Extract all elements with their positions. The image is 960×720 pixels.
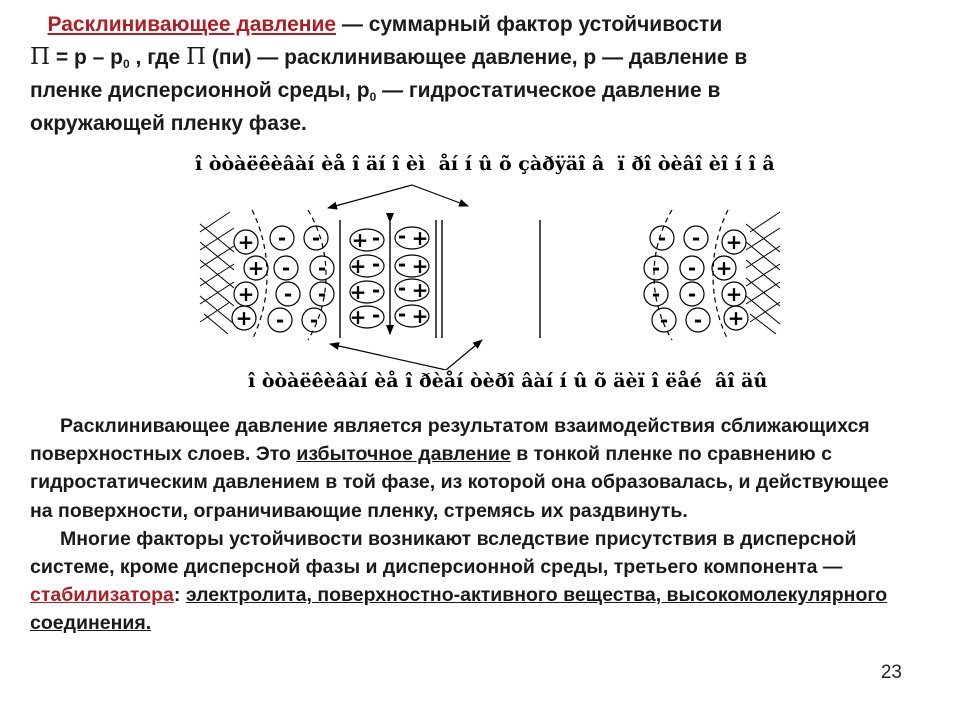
svg-text:+: + (351, 228, 369, 252)
link-excess-pressure[interactable]: избыточное давление (296, 443, 511, 466)
disjoining-pressure-diagram (190, 180, 790, 370)
minus-sign: - (659, 308, 669, 332)
term-disjoining-pressure[interactable]: Расклинивающее давление (47, 13, 337, 36)
charge-signs (236, 224, 745, 332)
film-boundaries (340, 220, 540, 338)
pi-symbol: Π (30, 44, 51, 70)
diagram-bottom-label: î òòàëêèâàí èå î ðèåí òèðî âàí í û õ äèï î ëåé âî äû (248, 370, 768, 392)
plus-sign: + (727, 306, 745, 330)
minus-sign: - (275, 308, 285, 332)
minus-sign: - (309, 308, 319, 332)
minus-sign: - (317, 256, 327, 280)
svg-text:-: - (397, 302, 407, 326)
diagram-top-label: î òòàëêèâàí èå î äí î èì åí í û õ çàðÿäî â ï ðî òèâî èî í î â (195, 153, 775, 175)
svg-text:+: + (411, 226, 429, 250)
svg-text:+: + (411, 304, 429, 328)
svg-text:-: - (371, 303, 381, 327)
svg-text:+: + (349, 254, 367, 278)
plus-sign: + (237, 230, 255, 254)
minus-sign: - (651, 256, 661, 280)
minus-sign: - (693, 308, 703, 332)
svg-text:+: + (349, 280, 367, 304)
plus-sign: + (247, 256, 265, 280)
svg-text:-: - (397, 276, 407, 300)
svg-text:-: - (397, 252, 407, 276)
intro-line-3: пленке дисперсионной среды, $р_0$ — гидростатическое давление в (30, 79, 721, 104)
svg-text:+: + (411, 278, 429, 302)
minus-sign: - (277, 226, 287, 250)
svg-text:-: - (371, 278, 381, 302)
svg-text:+: + (349, 305, 367, 329)
minus-sign: - (691, 226, 701, 250)
plus-sign: + (235, 306, 253, 330)
svg-text:+: + (411, 254, 429, 278)
intro-line-1: Расклинивающее давление — суммарный фактор устойчивости (47, 13, 723, 36)
minus-sign: - (283, 282, 293, 306)
plus-sign: + (725, 282, 743, 306)
body-text (30, 412, 900, 638)
svg-text:-: - (397, 224, 407, 248)
intro-text (30, 8, 930, 140)
minus-sign: - (317, 282, 327, 306)
minus-sign: - (651, 282, 661, 306)
link-stabilizer[interactable]: стабилизатора (30, 584, 174, 607)
intro-line-2: $\Pi = р - р_0$ , где Π (пи) — расклинивающее давление, р — давление в (30, 44, 748, 71)
plus-sign: + (725, 230, 743, 254)
right-wall-hatching (746, 212, 780, 334)
intro-line-4: окружающей пленку фазе. (30, 112, 307, 135)
left-wall-hatching (200, 212, 234, 334)
plus-sign: + (715, 256, 733, 280)
minus-sign: - (657, 226, 667, 250)
svg-text:-: - (371, 226, 381, 250)
minus-sign: - (687, 282, 697, 306)
paragraph-2: Многие факторы устойчивости возникают вследствие присутствия в дисперсной системе, кроме дисперсной фазы и дисперсионной среды, третьего компонента — стабилизатора: электролита, поверхностно-активного вещества, высокомолекулярного соединения. (30, 527, 888, 635)
stabilizer-types[interactable]: электролита, поверхностно-активного вещества, высокомолекулярного соединения. (30, 584, 888, 635)
minus-sign: - (687, 256, 697, 280)
page-number: 23 (880, 662, 902, 683)
plus-sign: + (237, 282, 255, 306)
minus-sign: - (281, 256, 291, 280)
minus-sign: - (311, 226, 321, 250)
svg-text:-: - (371, 252, 381, 276)
paragraph-1: Расклинивающее давление является результатом взаимодействия сближающихся поверхностных слоев. Это избыточное давление в тонкой пленке по сравнению с гидростатическим давлением в той фазе, из которой она образовалась, и действующее на поверхности, ограничивающие пленку, стремясь их раздвинуть. (30, 415, 889, 522)
